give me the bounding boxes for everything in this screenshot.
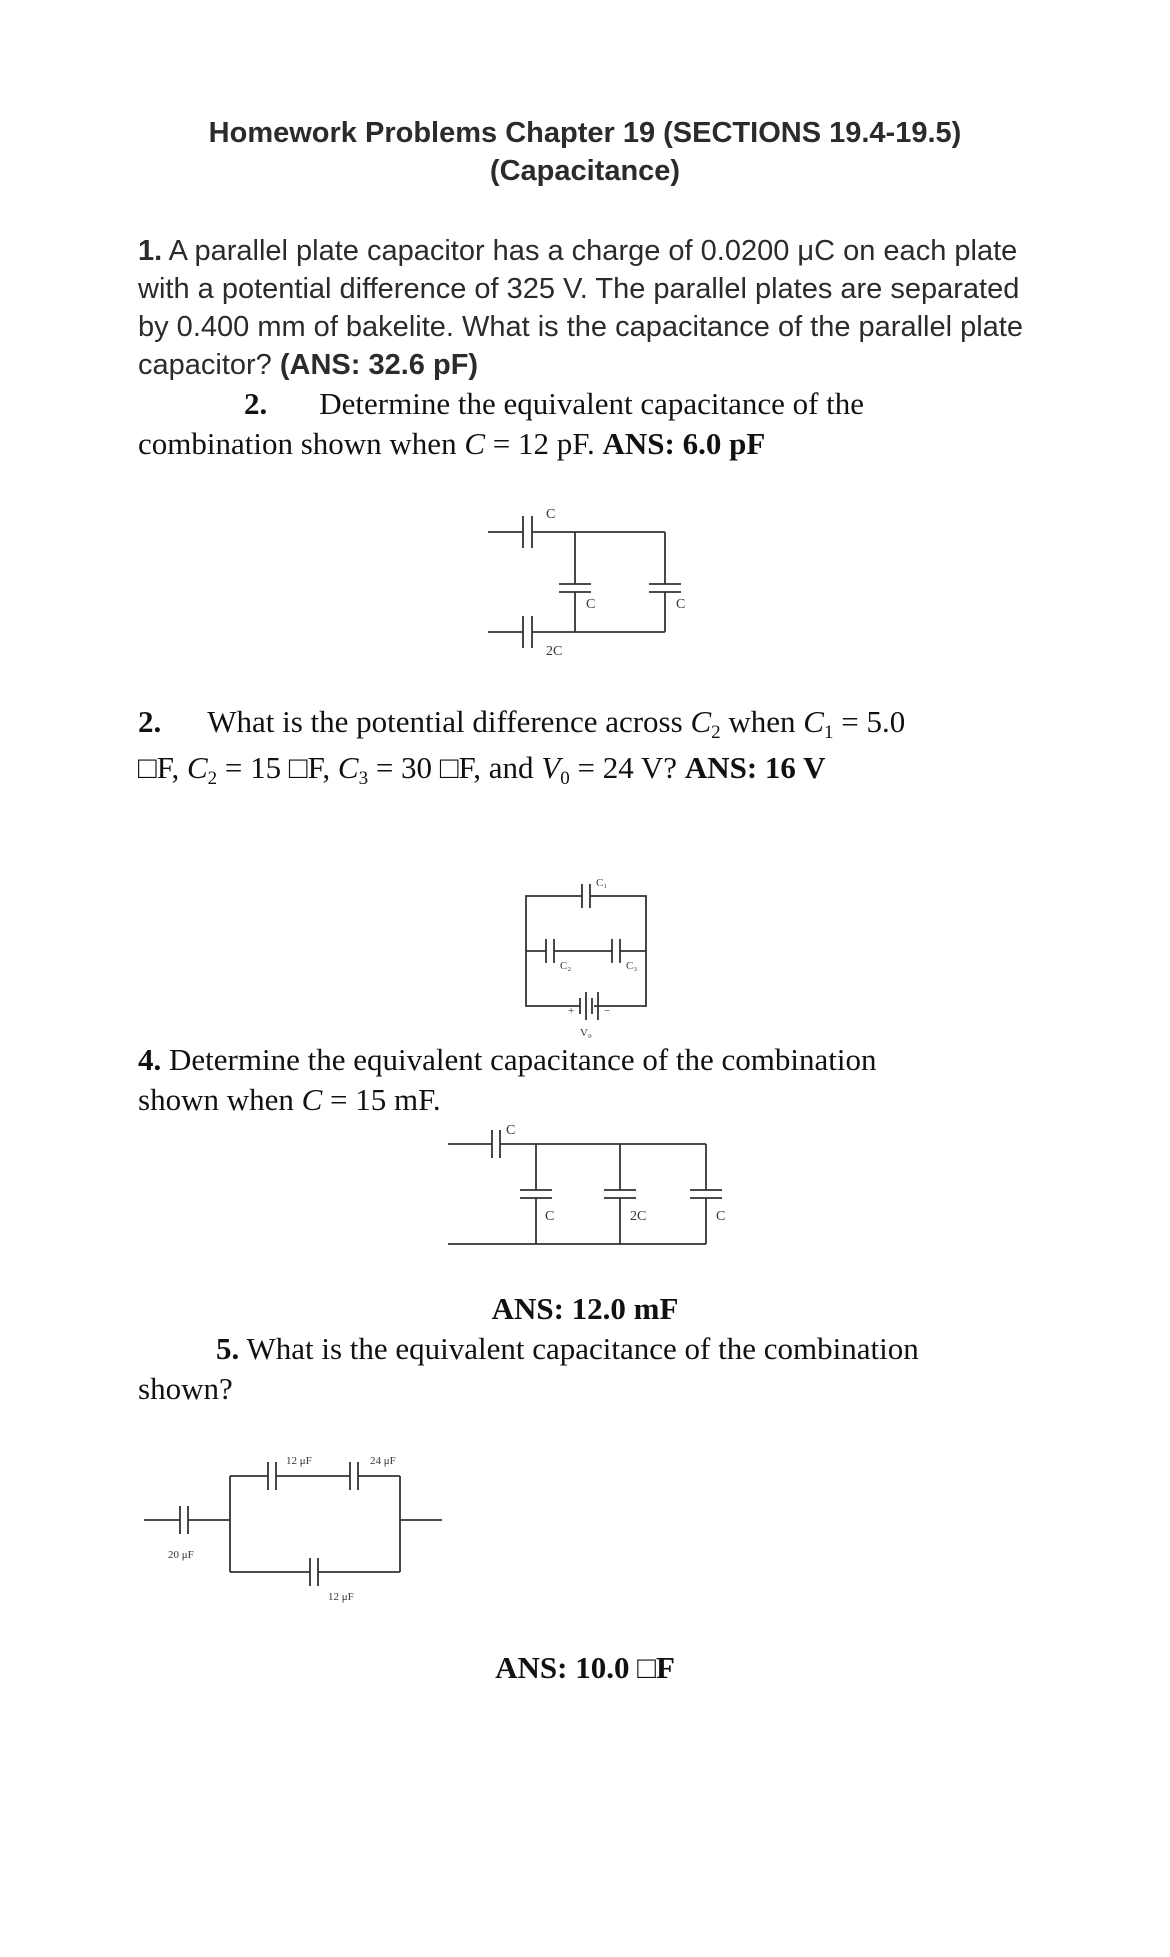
question-4-variable: C <box>301 1082 323 1117</box>
question-3-text: What is the potential difference across <box>207 704 691 739</box>
circuit-diagram-q2 <box>470 500 720 670</box>
question-3-text: □F, <box>288 750 338 785</box>
var-c: C <box>803 704 824 739</box>
question-1-text: A parallel plate capacitor has a charge of 0.0200 μC on each plate with a potential difference of 325 V. The parallel plates are separated by 0.400 mm of bakelite. What is the capacitance of the parallel plate capacitor? <box>138 235 1023 381</box>
label-12uf-top: 12 μF <box>286 1455 312 1467</box>
label-c-top: C <box>546 507 556 522</box>
sub-3: 3 <box>358 768 369 789</box>
battery-plus-sign: + <box>568 1005 575 1017</box>
question-5-line-1 <box>216 1331 919 1367</box>
question-4-text: shown when <box>138 1082 302 1117</box>
circuit-diagram-q3 <box>520 870 660 1040</box>
question-2-answer: ANS: 6.0 pF <box>602 426 766 461</box>
question-5-line-2: shown? <box>138 1371 233 1406</box>
page-title <box>0 114 1170 190</box>
question-4-line-2 <box>138 1082 441 1118</box>
battery-minus-sign: − <box>604 1005 611 1017</box>
question-3-text: □F, and <box>439 750 542 785</box>
question-3-answer: ANS: 16 V <box>684 750 826 785</box>
question-3-text: = 5.0 <box>833 704 906 739</box>
circuit-diagram-q4 <box>440 1120 740 1260</box>
question-3-number: 2. <box>138 704 162 739</box>
question-2-text-3: = 12 pF. <box>485 426 603 461</box>
question-3-line-2 <box>138 750 826 789</box>
question-4-line-1 <box>138 1042 877 1078</box>
question-3-text: □F, <box>138 750 187 785</box>
var-c: C <box>690 704 712 739</box>
question-3-text: = 15 <box>217 750 289 785</box>
question-2-text-2: combination shown when <box>138 426 465 461</box>
label-c3: C <box>716 1209 726 1224</box>
sub-0: 0 <box>560 768 570 789</box>
label-2c: 2C <box>546 644 563 659</box>
question-3-line-1 <box>138 704 906 743</box>
question-2-variable: C <box>464 426 486 461</box>
question-4-text: Determine the equivalent capacitance of the combination <box>169 1042 877 1077</box>
label-c3: C₃ <box>626 960 638 972</box>
question-3-text: = 24 V? <box>569 750 685 785</box>
title-line-2: (Capacitance) <box>489 155 681 187</box>
sub-1: 1 <box>823 722 834 743</box>
label-2c: 2C <box>630 1209 647 1224</box>
question-2-line-2 <box>138 426 765 462</box>
question-5-text: What is the equivalent capacitance of the combination <box>246 1331 919 1366</box>
question-5-number: 5. <box>216 1331 240 1366</box>
sub-2: 2 <box>207 768 218 789</box>
question-3-text: = 30 <box>368 750 440 785</box>
circuit-diagram-q5 <box>140 1440 460 1610</box>
label-c2: C₂ <box>560 960 572 972</box>
label-c1: C <box>545 1209 555 1224</box>
label-c-mid: C <box>586 597 596 612</box>
question-3-text: when <box>720 704 804 739</box>
question-4-text: = 15 mF. <box>322 1082 441 1117</box>
question-1-answer: (ANS: 32.6 pF) <box>279 349 479 381</box>
question-4-answer: ANS: 12.0 mF <box>491 1291 679 1326</box>
var-v: V <box>541 750 561 785</box>
label-c1: C₁ <box>596 877 608 889</box>
label-24uf: 24 μF <box>370 1455 396 1467</box>
label-c-right: C <box>676 597 686 612</box>
label-c-top: C <box>506 1123 516 1138</box>
sub-2: 2 <box>711 722 721 743</box>
var-c: C <box>186 750 208 785</box>
question-4-number: 4. <box>138 1042 162 1077</box>
label-12uf-bottom: 12 μF <box>328 1591 354 1603</box>
title-line-1: Homework Problems Chapter 19 (SECTIONS 19.4-19.5) <box>208 117 962 149</box>
var-c: C <box>337 750 359 785</box>
question-1 <box>138 232 1038 384</box>
question-2-text-1: Determine the equivalent capacitance of the <box>319 386 865 421</box>
label-20uf: 20 μF <box>168 1549 194 1561</box>
question-5-answer: ANS: 10.0 □F <box>495 1650 675 1685</box>
label-v0: V₀ <box>580 1027 592 1039</box>
question-2-number: 2. <box>244 386 268 421</box>
question-1-number: 1. <box>138 235 163 267</box>
question-2-line-1 <box>244 386 864 422</box>
